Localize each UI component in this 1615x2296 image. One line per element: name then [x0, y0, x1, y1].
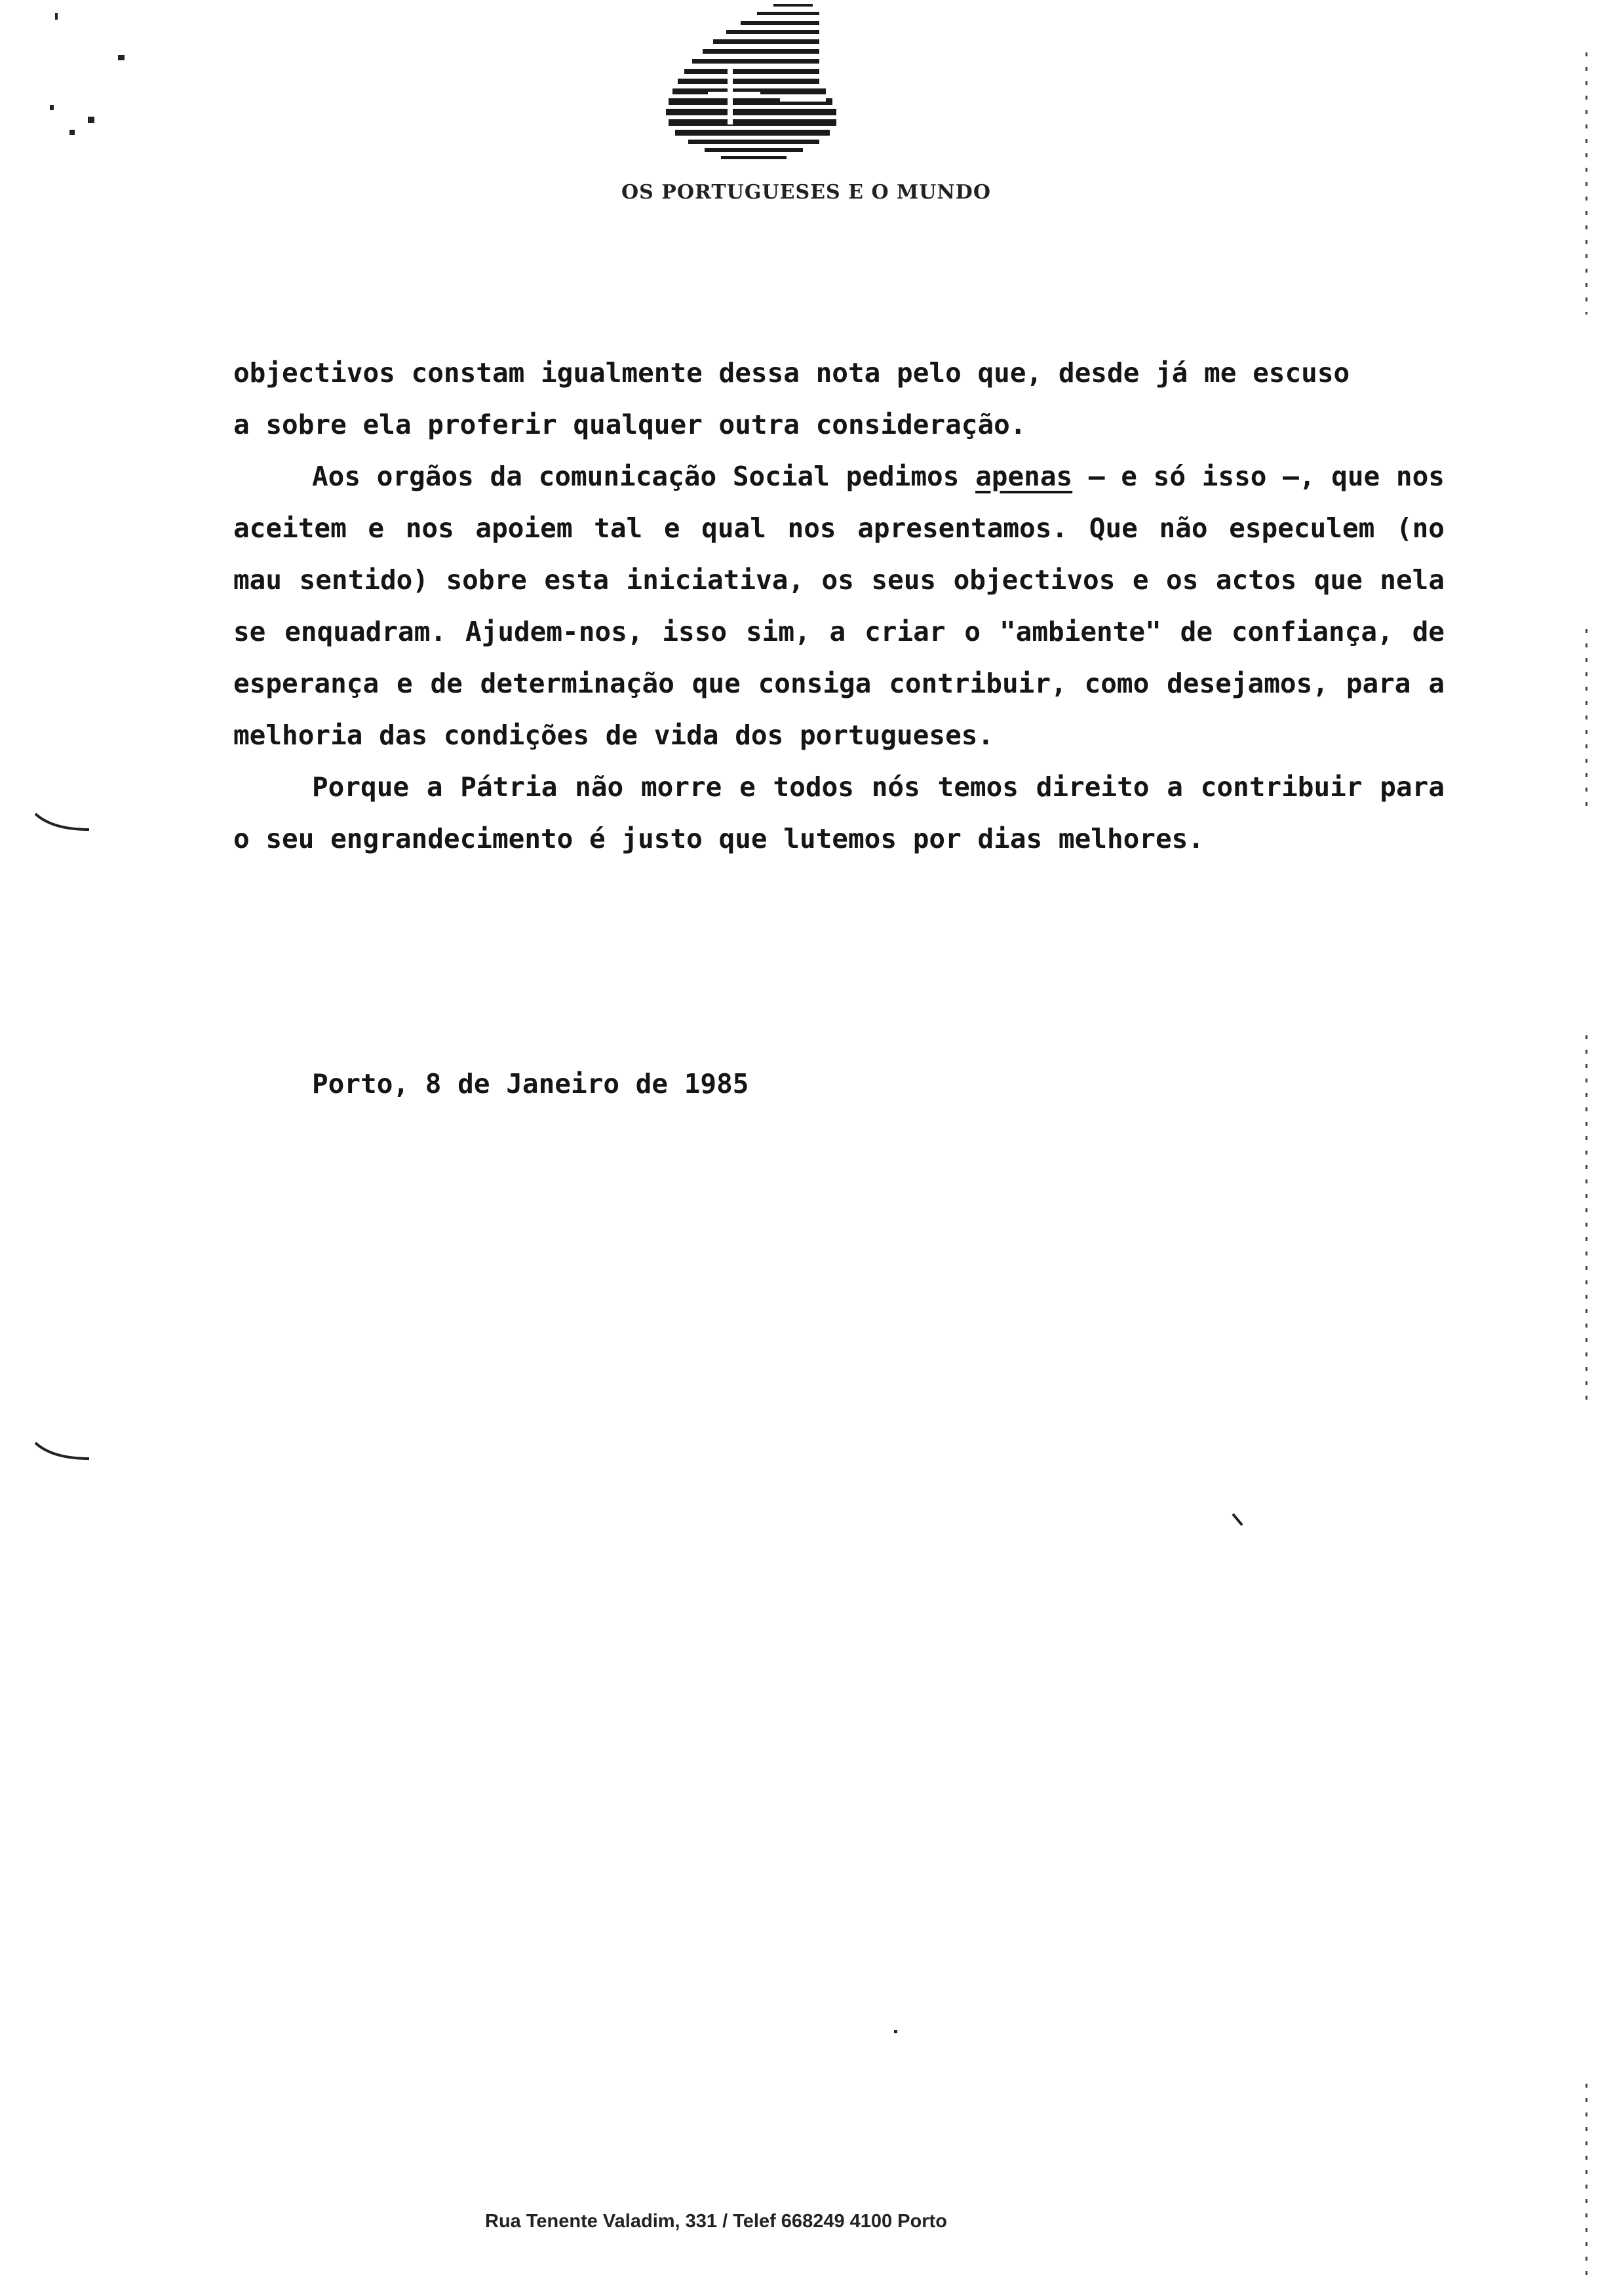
scan-mark — [88, 117, 94, 123]
paragraph-2-start: Aos orgãos da comunicação Social pedimos — [312, 461, 976, 492]
paragraph-1-line-2: a sobre ela proferir qualquer outra consideração. — [233, 409, 1026, 440]
edge-dotted-line — [1586, 52, 1587, 315]
letter-body — [233, 347, 1445, 865]
emphasis-apenas: apenas — [975, 461, 1073, 492]
bracket-mark — [33, 1439, 92, 1465]
organization-name: OS PORTUGUESES E O MUNDO — [621, 181, 991, 204]
paragraph-3: Porque a Pátria não morre e todos nós temos direito a contribuir para o seu engrandecimento é justo que lutemos por dias melhores. — [233, 771, 1445, 854]
ship-logo — [649, 0, 878, 170]
paragraph-1-line-1: objectivos constam igualmente dessa nota pelo que, desde já me escuso — [233, 357, 1350, 389]
paragraph-1 — [233, 347, 1445, 451]
scan-mark — [1232, 1513, 1243, 1525]
bracket-mark — [33, 810, 92, 836]
place-and-date: Porto, 8 de Janeiro de 1985 — [312, 1068, 749, 1100]
paragraph-2-rest: – e só isso –, que nos aceitem e nos apoiem tal e qual nos apresentamos. Que não especulem (no mau sentido) sobre esta iniciativa, os seus objectivos e os actos que nela se enquadram. Ajudem-nos, isso sim, a criar o "ambiente" de confiança, de esperança e de determinação que consiga contribuir, como desejamos, para a melhoria das condições de vida dos portugueses. — [233, 461, 1445, 751]
scan-mark — [894, 2030, 897, 2033]
scan-mark — [50, 105, 54, 110]
scan-mark — [55, 13, 58, 20]
footer-address: Rua Tenente Valadim, 331 / Telef 668249 4100 Porto — [485, 2211, 947, 2232]
scan-mark — [118, 55, 125, 60]
paragraph-2 — [233, 451, 1445, 761]
edge-dotted-line — [1586, 629, 1587, 813]
scan-mark — [69, 130, 75, 135]
edge-dotted-line — [1586, 2084, 1587, 2280]
edge-dotted-line — [1586, 1035, 1587, 1402]
